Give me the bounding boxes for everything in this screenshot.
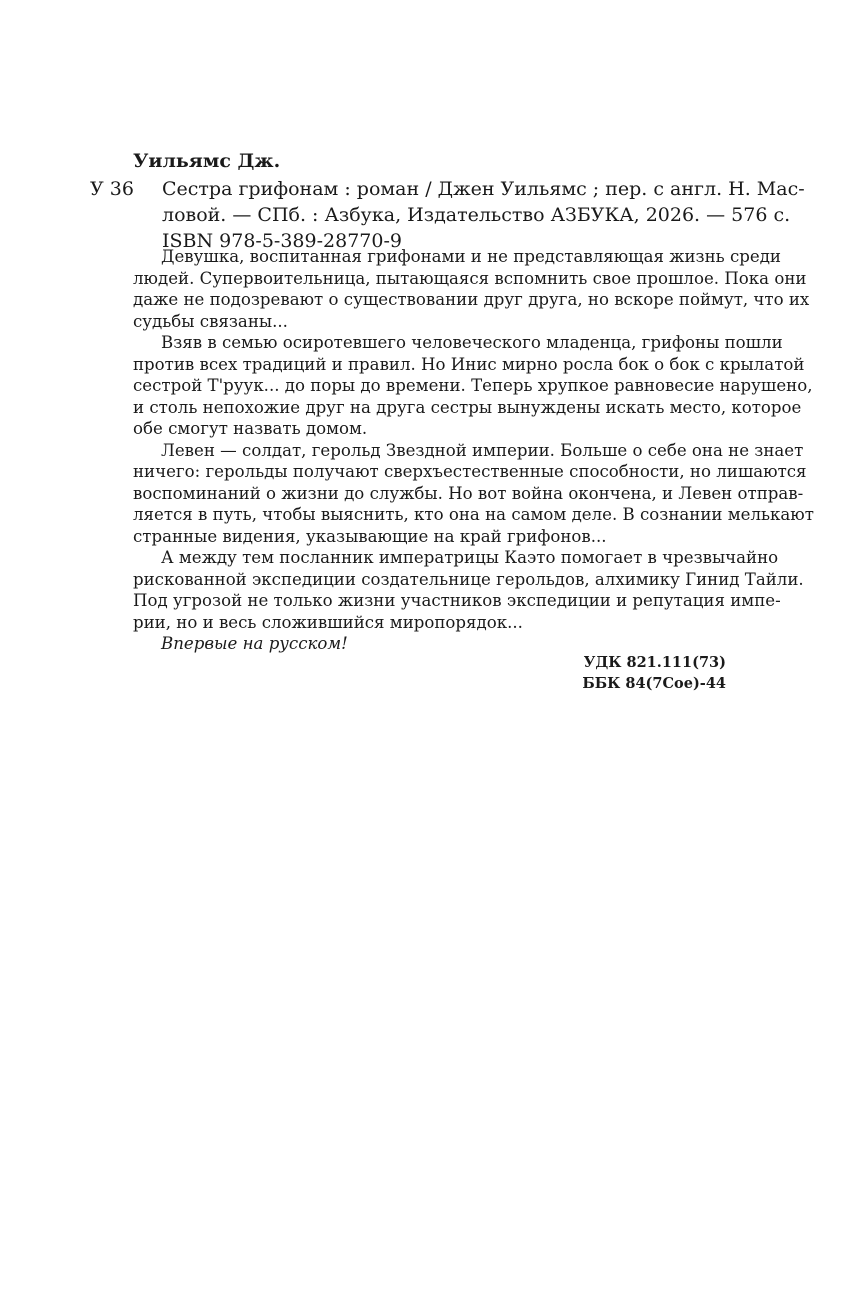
bibliographic-line: ловой. — СПб. : Азбука, Издательство АЗБУКА, 2026. — 576 с. (162, 204, 791, 226)
annotation-line: даже не подозревают о существовании друг друга, но вскоре поймут, что их (133, 290, 810, 309)
annotation-line: сестрой Т'руук... до поры до времени. Теперь хрупкое равновесие нарушено, (133, 376, 813, 395)
annotation-line: против всех традиций и правил. Но Инис мирно росла бок о бок с крылатой (133, 354, 805, 374)
bibliographic-line: Сестра грифонам : роман / Джен Уильямс ; пер. с англ. Н. Мас- (162, 178, 805, 200)
annotation-line: ничего: герольды получают сверхъестественные способности, но лишаются (133, 462, 807, 481)
annotation (133, 246, 814, 655)
author-sign-code: У 36 (90, 178, 134, 200)
bbk-code: ББК 84(7Сое)-44 (582, 675, 726, 692)
annotation-paragraph (133, 246, 810, 332)
author-heading: Уильямс Дж. (133, 150, 281, 172)
annotation-paragraph (133, 440, 814, 548)
annotation-line: судьбы связаны... (133, 311, 288, 331)
annotation-line: Левен — солдат, герольд Звездной империи. Больше о себе она не знает (161, 440, 804, 460)
annotation-line: А между тем посланник императрицы Каэто помогает в чрезвычайно (161, 548, 779, 567)
first-in-russian-note: Впервые на русском! (161, 634, 348, 653)
annotation-paragraph (133, 547, 804, 633)
annotation-line: обе смогут назвать домом. (133, 419, 368, 438)
annotation-line: людей. Супервоительница, пытающаяся вспомнить свое прошлое. Пока они (133, 268, 807, 288)
annotation-paragraph (133, 332, 813, 440)
annotation-line: Под угрозой не только жизни участников экспедиции и репутация импе- (133, 591, 781, 610)
annotation-line: рии, но и весь сложившийся миропорядок... (133, 612, 523, 632)
annotation-line: и столь непохожие друг на друга сестры вынуждены искать место, которое (133, 397, 802, 417)
annotation-line: странные видения, указывающие на край грифонов... (133, 526, 607, 546)
annotation-line: воспоминаний о жизни до службы. Но вот война окончена, и Левен отправ- (133, 483, 804, 503)
classification-codes (582, 652, 726, 694)
annotation-line: Девушка, воспитанная грифонами и не представляющая жизнь среди (161, 247, 781, 266)
annotation-line: рискованной экспедиции создательнице герольдов, алхимику Гинид Тайли. (133, 569, 804, 589)
annotation-line: ляется в путь, чтобы выяснить, кто она на самом деле. В сознании мелькают (133, 505, 814, 524)
isbn-line: ISBN 978-5-389-28770-9 (162, 230, 402, 252)
annotation-line: Взяв в семью осиротевшего человеческого младенца, грифоны пошли (161, 333, 783, 352)
udk-code: УДК 821.111(73) (583, 654, 726, 671)
